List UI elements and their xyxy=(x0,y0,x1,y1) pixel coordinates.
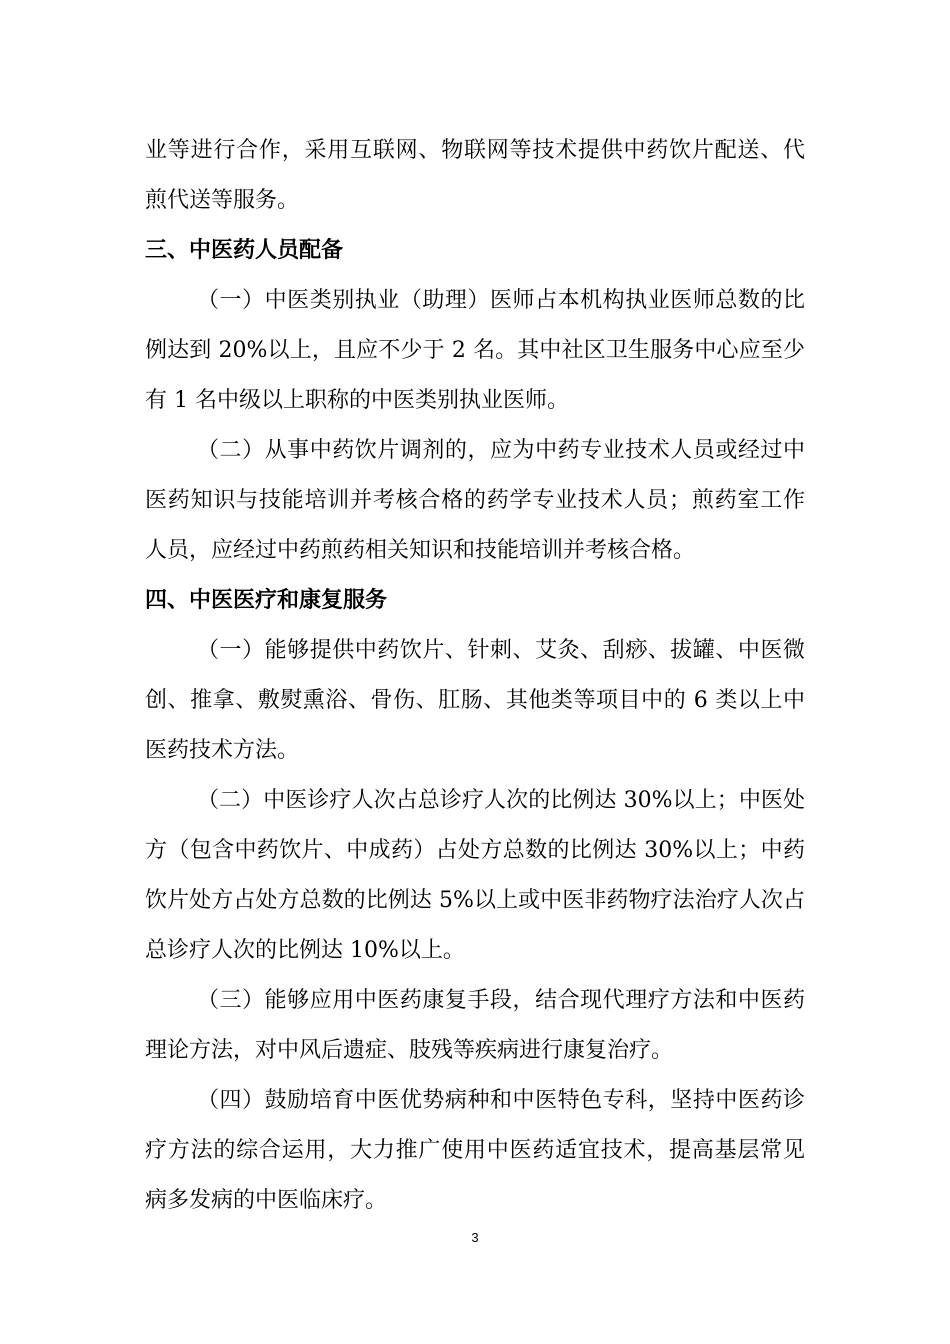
body-text-line: 疗方法的综合运用，大力推广使用中医药适宜技术，提高基层常见 xyxy=(145,1138,805,1163)
body-text-line: 病多发病的中医临床疗。 xyxy=(145,1188,388,1213)
body-text-line: 人员，应经过中药煎药相关知识和技能培训并考核合格。 xyxy=(145,538,696,563)
body-text-line: 方（包含中药饮片、中成药）占处方总数的比例达 30%以上；中药 xyxy=(145,838,805,863)
body-text-line: 有 1 名中级以上职称的中医类别执业医师。 xyxy=(145,388,569,413)
body-text-line: 医药知识与技能培训并考核合格的药学专业技术人员；煎药室工作 xyxy=(145,488,805,513)
body-text-line: （一）能够提供中药饮片、针刺、艾灸、刮痧、拔罐、中医微 xyxy=(197,638,805,663)
page-number: 3 xyxy=(471,1230,479,1245)
body-text-line: 医药技术方法。 xyxy=(145,738,300,763)
body-text-line: （二）从事中药饮片调剂的，应为中药专业技术人员或经过中 xyxy=(197,438,805,463)
body-text-line: 理论方法，对中风后遗症、肢残等疾病进行康复治疗。 xyxy=(145,1038,674,1063)
body-text-line: （二）中医诊疗人次占总诊疗人次的比例达 30%以上；中医处 xyxy=(197,788,805,813)
section-heading: 三、中医药人员配备 xyxy=(145,238,344,263)
body-text-line: （三）能够应用中医药康复手段，结合现代理疗方法和中医药 xyxy=(197,988,805,1013)
body-text-line: 总诊疗人次的比例达 10%以上。 xyxy=(145,938,465,963)
body-text-line: 例达到 20%以上，且应不少于 2 名。其中社区卫生服务中心应至少 xyxy=(145,338,805,363)
body-text-line: （四）鼓励培育中医优势病种和中医特色专科，坚持中医药诊 xyxy=(197,1088,805,1113)
body-text-line: 业等进行合作，采用互联网、物联网等技术提供中药饮片配送、代 xyxy=(145,138,805,163)
section-heading: 四、中医医疗和康复服务 xyxy=(145,588,388,613)
body-text-line: 煎代送等服务。 xyxy=(145,188,300,213)
body-text-line: 饮片处方占处方总数的比例达 5%以上或中医非药物疗法治疗人次占 xyxy=(145,888,805,913)
body-text-line: 创、推拿、敷熨熏浴、骨伤、肛肠、其他类等项目中的 6 类以上中 xyxy=(145,688,805,713)
body-text-line: （一）中医类别执业（助理）医师占本机构执业医师总数的比 xyxy=(197,288,805,313)
